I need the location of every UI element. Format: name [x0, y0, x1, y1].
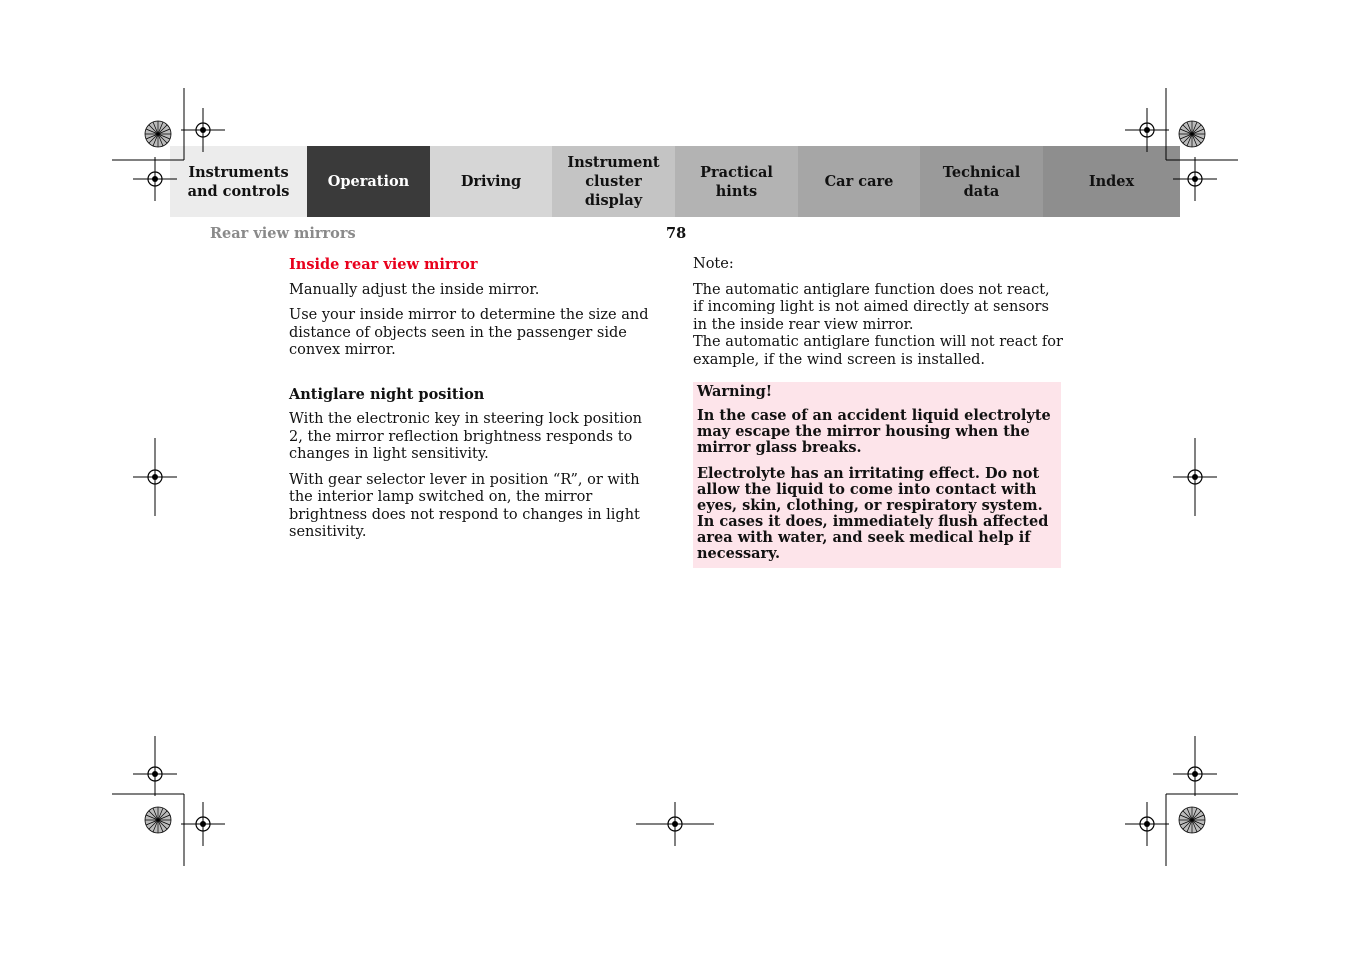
breadcrumb: Rear view mirrors: [210, 225, 356, 242]
spacer: [289, 368, 659, 386]
tab-driving[interactable]: [430, 146, 552, 217]
tab-instruments-and-controls[interactable]: [170, 146, 307, 217]
tab-label: Instrument: [567, 154, 660, 171]
tab-label: cluster display: [584, 173, 643, 209]
section-heading: Inside rear view mirror: [289, 256, 478, 273]
right-column: [693, 256, 1063, 568]
warning-title: Warning!: [697, 383, 773, 400]
tab-index[interactable]: [1043, 146, 1180, 217]
tab-label: data: [963, 182, 1000, 200]
tab-practical-hints[interactable]: [675, 146, 798, 217]
page-number: 78: [666, 225, 687, 242]
paragraph: Use your inside mirror to determine the size and distance of objects seen in the passenger side convex mirror.: [289, 307, 649, 358]
tab-technical-data[interactable]: [920, 146, 1043, 217]
tab-car-care[interactable]: [798, 146, 920, 217]
tab-label: Instruments: [188, 163, 289, 181]
tab-label: Index: [1088, 173, 1135, 190]
warning-text: In the case of an accident liquid electrolyte may escape the mirror housing when the mirror glass breaks.: [697, 407, 1051, 456]
tab-label: Practical hints: [700, 163, 773, 200]
tab-label: and controls: [187, 182, 290, 200]
paragraph: Manually adjust the inside mirror.: [289, 281, 540, 298]
tab-operation[interactable]: [307, 146, 430, 217]
tab-label: Car care: [824, 173, 894, 190]
tab-label: Driving: [460, 173, 522, 190]
subheading: Antiglare night position: [289, 385, 485, 403]
warning-box: [693, 382, 1061, 568]
left-column: [289, 256, 659, 550]
paragraph: With gear selector lever in position “R”, or with the interior lamp switched on, the mirror brightness does not respond to changes in light sensitivity.: [289, 471, 640, 540]
tab-instrument-cluster-display[interactable]: [552, 146, 675, 217]
tab-label: Technical: [942, 163, 1021, 181]
note-label: Note:: [693, 256, 734, 272]
note-text: The automatic antiglare function will not react for example, if the wind screen is installed.: [693, 334, 1063, 368]
note-text: The automatic antiglare function does not react, if incoming light is not aimed directly at sensors in the inside rear view mirror.: [693, 281, 1050, 333]
tab-label: Operation: [327, 173, 410, 190]
paragraph: With the electronic key in steering lock position 2, the mirror reflection brightness responds to changes in light sensitivity.: [289, 411, 643, 462]
warning-text: Electrolyte has an irritating effect. Do not allow the liquid to come into contact with eyes, skin, clothing, or respiratory system. In cases it does, immediately flush affected area with water, and seek medical help if necessary.: [697, 465, 1049, 562]
chapter-nav: [170, 146, 1180, 217]
